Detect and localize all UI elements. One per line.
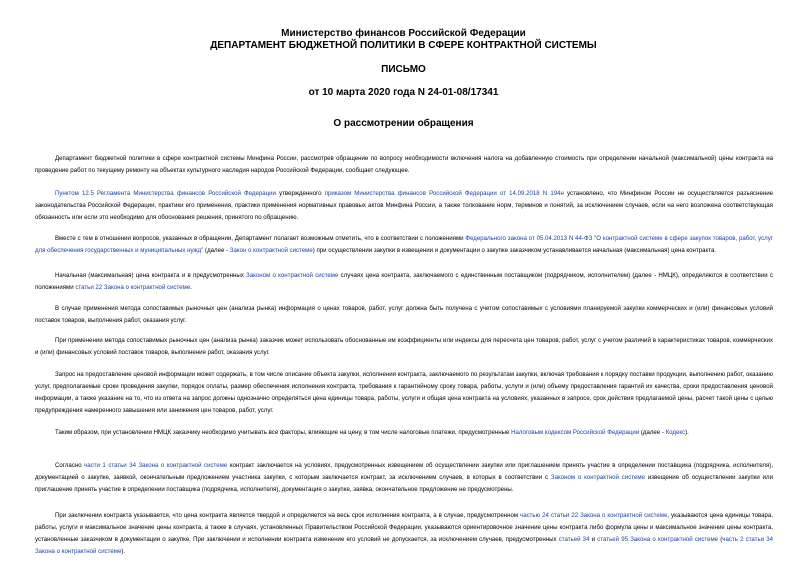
document-link[interactable]: Пунктом 12.5 Регламента Министерства финансов Российской Федерации: [55, 190, 276, 197]
paragraph: [35, 233, 773, 257]
paragraph: [35, 460, 773, 496]
paragraph-text: и: [589, 536, 598, 543]
document-link[interactable]: части 1 статьи 34 Закона о контрактной системе: [84, 462, 228, 469]
paragraph-text: .: [190, 284, 192, 291]
paragraph-text: Запрос на предоставление ценовой информации может содержать, в том числе описание объекта закупки, исполнения контракта, заключаемого по результатам закупки, включая требования к порядку поставки продукции, выполнению работ, оказанию услуг, предполагаемые сроки проведения закупки, порядок оплаты, размер обеспечения исполнения контракта, требования к гарантийному сроку товара, работы, услуги и (или) объему предоставления гарантий их качества, сроки предоставления ценовой информации, а также указание на то, что из ответа на запрос должны однозначно определяться цена единицы товара, работы, услуги и общая цена контракта на условиях, указанных в запросе, срок действия предлагаемой цены, расчет такой цены с целью предупреждения намеренного завышения или занижения цен товаров, работ, услуг.: [35, 371, 773, 414]
ministry-name: Министерство финансов Российской Федерации: [281, 28, 526, 39]
paragraph: [35, 270, 773, 294]
paragraph-text: Согласно: [55, 462, 85, 469]
paragraph-text: Вместе с тем в отношении вопросов, указанных в обращении, Департамент полагает возможным отметить, что в соответствии с положениями: [55, 235, 466, 242]
document-link[interactable]: Налоговым кодексом Российской Федерации: [511, 429, 640, 436]
paragraph-text: Начальная (максимальная) цена контракта и в предусмотренных: [55, 272, 247, 279]
paragraph-text: (далее -: [639, 429, 666, 436]
paragraph: [35, 188, 773, 224]
department-name: ДЕПАРТАМЕНТ БЮДЖЕТНОЙ ПОЛИТИКИ В СФЕРЕ КОНТРАКТНОЙ СИСТЕМЫ: [210, 40, 597, 51]
paragraph-text: случаях цена контракта, заключаемого с единственным поставщиком (подрядчиком, исполнителем) (далее - НМЦК), определяются в соответствии с положениями: [35, 272, 773, 291]
document-link[interactable]: статьей 34: [558, 536, 590, 543]
paragraph-text: контракт заключается на условиях, предусмотренных извещением об осуществлении закупки или приглашением принять участие в определении поставщика (подрядчика, исполнителя), документацией о закупке, заявкой, окончательным предложением участника закупки, с которым заключается контракт, за исключением случаев, в которых в соответствии с: [35, 462, 773, 481]
document-link[interactable]: статьей 95 Закона о контрактной системе: [597, 536, 719, 543]
document-link[interactable]: Закон о контрактной системе: [229, 247, 313, 254]
paragraph: [35, 369, 773, 417]
paragraph-text: (далее -: [203, 247, 230, 254]
paragraph: [35, 427, 773, 439]
paragraph-text: извещение об осуществлении закупки или приглашение принять участие в определении поставщика (подрядчика, исполнителя), документация о закупке, заявка, окончательное предложение не предусмотрены.: [35, 474, 773, 493]
paragraph-text: При заключении контракта указывается, что цена контракта является твердой и определяется на весь срок исполнения контракта, а в случае, предусмотренном: [55, 512, 521, 519]
document-link[interactable]: Кодекс: [665, 429, 686, 436]
document-link[interactable]: частью 24 статьи 22 Закона о контрактной системе: [520, 512, 668, 519]
document-link[interactable]: Законом о контрактной системе: [550, 474, 645, 481]
document-link[interactable]: статьи 22 Закона о контрактной системе: [75, 284, 191, 291]
paragraph: [35, 335, 773, 359]
paragraph: [35, 153, 773, 177]
paragraph-text: , указываются цена единицы товара, работы, услуги и максимальное значение цены контракта, а также в случаях, установленных Правительством Российской Федерации, указываются ориентировочное значение цены контракта либо формула цены и максимальное значение цены контракта, установленные заказчиком в документации о закупке. При заключении и исполнении контракта изменение его условий не допускается, за исключением случаев, предусмотренных: [35, 512, 773, 543]
paragraph-text: ).: [685, 429, 689, 436]
paragraph: [35, 303, 773, 327]
document-link[interactable]: Законом о контрактной системе: [246, 272, 339, 279]
document-subject: О рассмотрении обращения: [333, 118, 474, 129]
document-type: ПИСЬМО: [381, 64, 426, 75]
paragraph-text: Таким образом, при установлении НМЦК заказчику необходимо учитывать все факторы, влияющие на цену, в том числе налоговые платежи, предусмотренные: [55, 429, 512, 436]
paragraph-text: ) при осуществлении закупки в извещении и документации о закупке заказчиком устанавливается начальная (максимальная) цена контракта.: [312, 247, 717, 254]
paragraph-text: (: [718, 536, 723, 543]
document-link[interactable]: часть 2 статьи 34 Закона о контрактной системе: [35, 536, 774, 555]
paragraph-text: В случае применения метода сопоставимых рыночных цен (анализа рынка) информация о ценах товаров, работ, услуг должна быть получена с учетом сопоставимых с условиями планируемой закупки коммерческих и (или) финансовых условий поставок товаров, выполнения работ, оказания услуг.: [35, 305, 773, 324]
paragraph-text: установлено, что Минфином России не осуществляется разъяснение законодательства Российской Федерации, практики его применения, практики применения нормативных правовых актов Минфина России, а также толкование норм, терминов и понятий, за исключением случаев, если на него возложена соответствующая обязанность или если это необходимо для обоснования решения, принятого по обращению.: [35, 190, 773, 221]
document-link[interactable]: Федерального закона от 05.04.2013 N 44-ФЗ "О контрактной системе в сфере закупок товаров, работ, услуг для обеспечения государственных и муниципальных нужд": [35, 235, 773, 254]
document-date-number: от 10 марта 2020 года N 24-01-08/17341: [308, 87, 499, 98]
paragraph-text: утвержденного: [275, 190, 325, 197]
paragraph-text: Департамент бюджетной политики в сфере контрактной системы Минфина России, рассмотрев обращение по вопросу необходимости включения налога на добавленную стоимость при определении начальной (максимальной) цены контракта на проведение работ по текущему ремонту на объектах культурного наследия народов Российской Федерации, сообщает следующее.: [35, 155, 773, 174]
paragraph: [35, 510, 773, 558]
document-link[interactable]: приказом Министерства финансов Российской Федерации от 14.09.2018 N 194н: [324, 190, 564, 197]
paragraph-text: ).: [121, 548, 126, 555]
paragraph-text: При применении метода сопоставимых рыночных цен (анализа рынка) заказчик может использовать обоснованные им коэффициенты или индексы для пересчета цен товаров, работ, услуг с учетом различий в характеристиках товаров, коммерческих и (или) финансовых условий поставок товаров, выполнения работ, оказания услуг.: [35, 337, 773, 356]
